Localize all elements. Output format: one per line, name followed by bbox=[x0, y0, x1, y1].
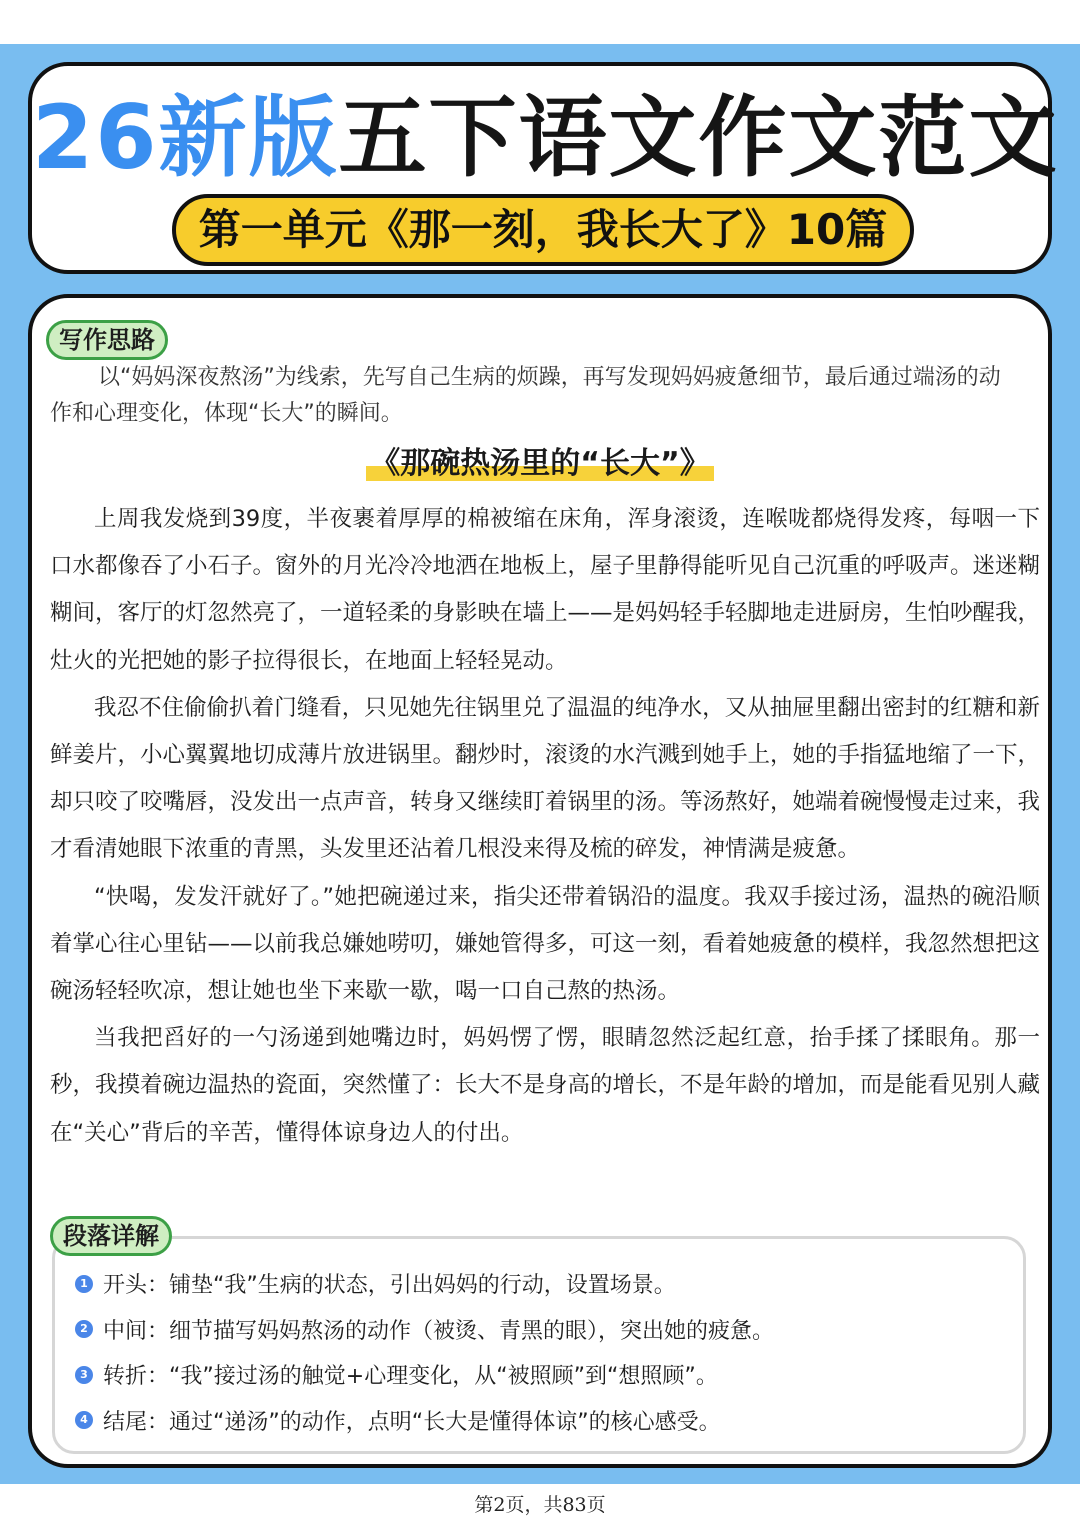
detail-text: 转折：“我”接过汤的触觉+心理变化，从“被照顾”到“想照顾”。 bbox=[103, 1364, 718, 1390]
essay-paragraph: “快喝，发发汗就好了。”她把碗递过来，指尖还带着锅沿的温度。我双手接过汤，温热的碗沿顺着掌心往心里钻——以前我总嫌她唠叨，嫌她管得多，可这一刻，看着她疲惫的模样，我忽然想把这碗汤轻轻吹凉，想让她也坐下来歇一歇，喝一口自己熬的热汤。 bbox=[50, 883, 1041, 1005]
paragraph-detail-list bbox=[75, 1261, 774, 1443]
title-main: 五下语文作文范文 bbox=[338, 86, 1059, 189]
essay-title: 《那碗热汤里的“长大”》 bbox=[366, 444, 713, 484]
essay-paragraph: 上周我发烧到39度，半夜裹着厚厚的棉被缩在床角，浑身滚烫，连喉咙都烧得发疼，每咽一下口水都像吞了小石子。窗外的月光冷冷地洒在地板上，屋子里静得能听见自己沉重的呼吸声。迷迷糊糊间，客厅的灯忽然亮了，一道轻柔的身影映在墙上——是妈妈轻手轻脚地走进厨房，生怕吵醒我，灶火的光把她的影子拉得很长，在地面上轻轻晃动。 bbox=[50, 506, 1041, 674]
main-title bbox=[32, 86, 1059, 189]
list-item bbox=[75, 1261, 774, 1307]
paragraph-detail-box bbox=[52, 1236, 1026, 1454]
detail-text: 结尾：通过“递汤”的动作，点明“长大是懂得体谅”的核心感受。 bbox=[103, 1409, 721, 1435]
list-item bbox=[75, 1398, 774, 1444]
list-item bbox=[75, 1307, 774, 1353]
detail-text: 中间：细节描写妈妈熬汤的动作（被烫、青黑的眼），突出她的疲惫。 bbox=[103, 1318, 775, 1344]
essay-body bbox=[50, 496, 1040, 1157]
paragraph-detail-tag: 段落详解 bbox=[50, 1216, 172, 1256]
list-item bbox=[75, 1352, 774, 1398]
title-card bbox=[28, 62, 1059, 274]
number-3-icon: 3 bbox=[75, 1366, 93, 1384]
essay-paragraph: 当我把舀好的一勺汤递到她嘴边时，妈妈愣了愣，眼睛忽然泛起红意，抬手揉了揉眼角。那一秒，我摸着碗边温热的瓷面，突然懂了：长大不是身高的增长，不是年龄的增加，而是能看见别人藏在“关心”背后的辛苦，懂得体谅身边人的付出。 bbox=[50, 1025, 1041, 1146]
essay-title-wrap bbox=[32, 444, 1048, 484]
poster-background bbox=[0, 44, 1080, 1484]
page-footer: 第2页，共83页 bbox=[474, 1494, 606, 1516]
detail-text: 开头：铺垫“我”生病的状态，引出妈妈的行动，设置场景。 bbox=[103, 1273, 676, 1299]
number-4-icon: 4 bbox=[75, 1411, 93, 1429]
essay-paragraph: 我忍不住偷偷扒着门缝看，只见她先往锅里兑了温温的纯净水，又从抽屉里翻出密封的红糖和新鲜姜片，小心翼翼地切成薄片放进锅里。翻炒时，滚烫的水汽溅到她手上，她的手指猛地缩了一下，却只咬了咬嘴唇，没发出一点声音，转身又继续盯着锅里的汤。等汤熬好，她端着碗慢慢走过来，我才看清她眼下浓重的青黑，头发里还沾着几根没来得及梳的碎发，神情满是疲惫。 bbox=[50, 694, 1041, 863]
title-highlight: 26新版 bbox=[32, 86, 339, 189]
number-2-icon: 2 bbox=[75, 1320, 93, 1338]
writing-idea-text: 以“妈妈深夜熬汤”为线索，先写自己生病的烦躁，再写发现妈妈疲惫细节，最后通过端汤的动作和心理变化，体现“长大”的瞬间。 bbox=[50, 365, 1001, 426]
writing-idea-tag: 写作思路 bbox=[46, 320, 168, 360]
content-card bbox=[28, 294, 1052, 1468]
number-1-icon: 1 bbox=[75, 1275, 93, 1293]
subtitle-pill: 第一单元《那一刻，我长大了》10篇 bbox=[172, 194, 914, 266]
